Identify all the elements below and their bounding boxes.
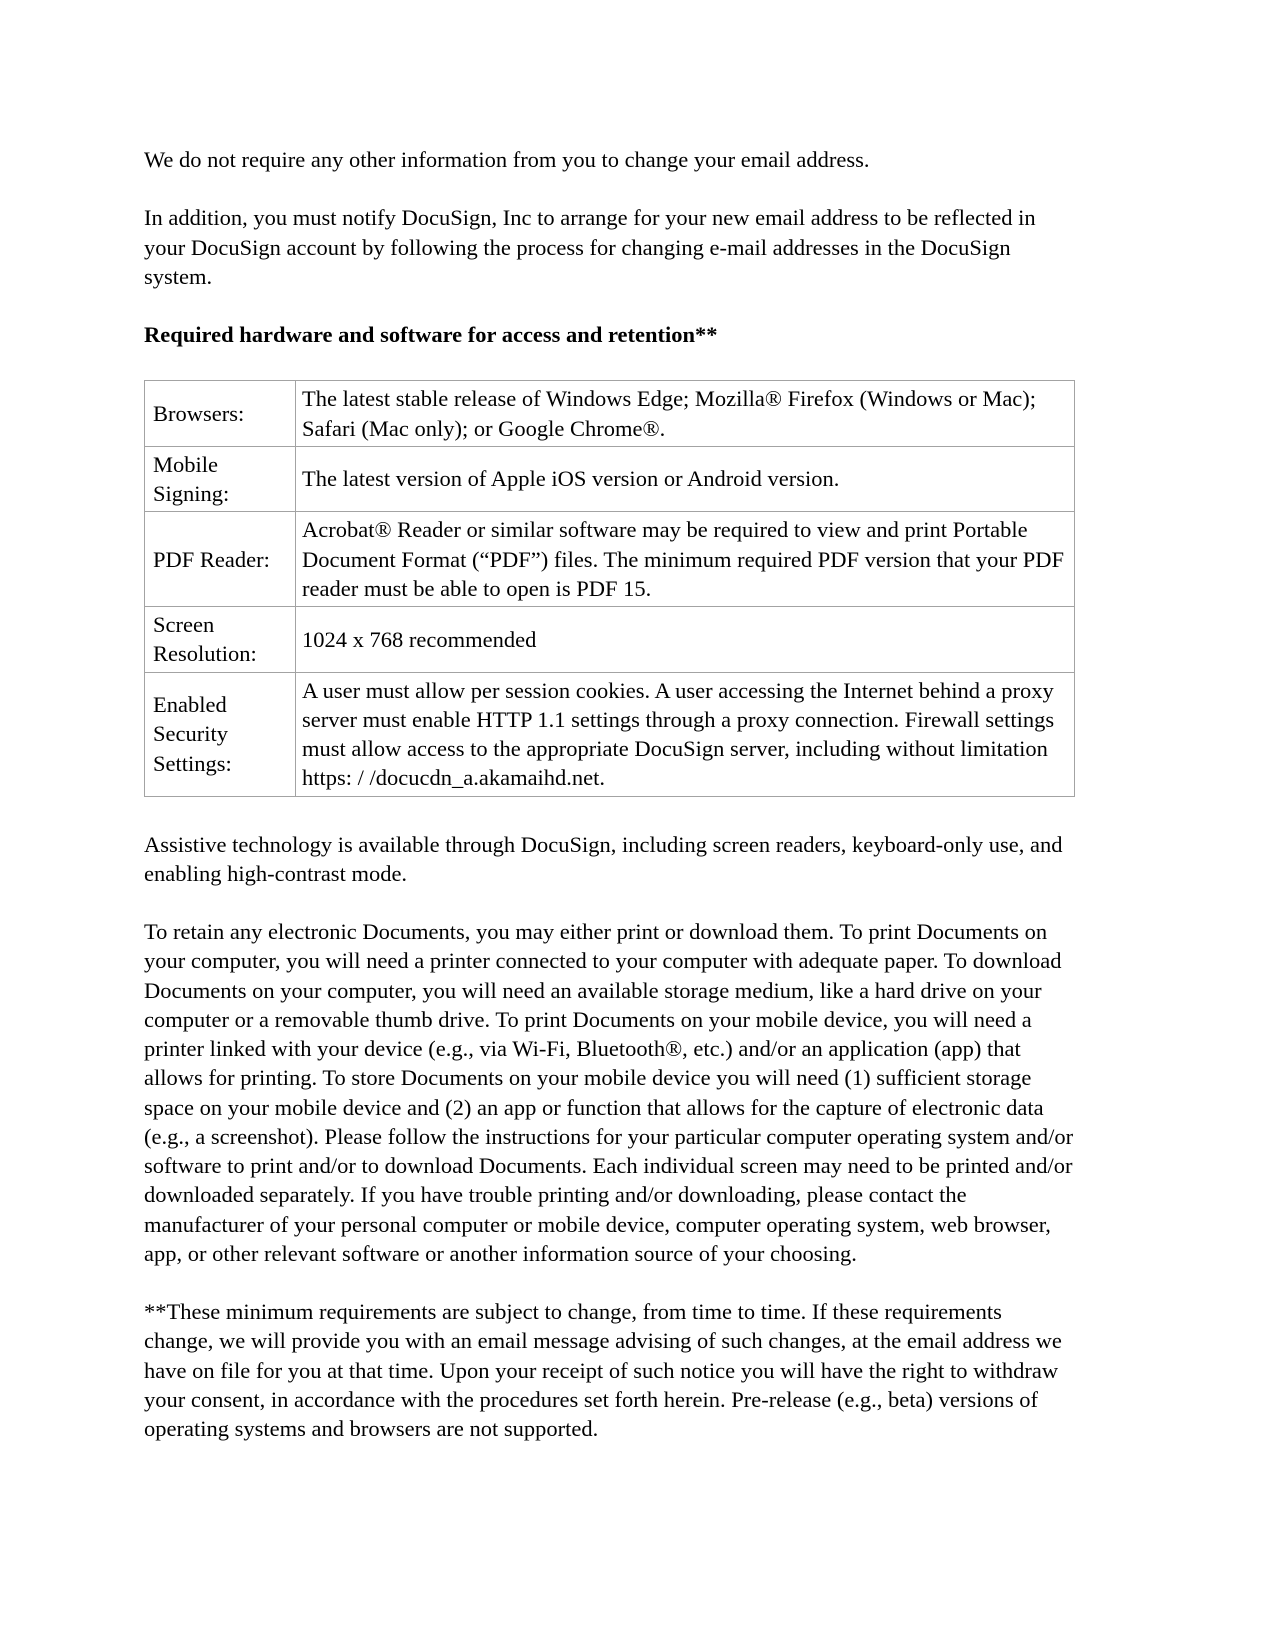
row-label-screen-resolution: Screen Resolution:	[145, 607, 296, 673]
paragraph-email-change-info: We do not require any other information from you to change your email address.	[144, 147, 870, 172]
paragraph-minimum-requirements-change: **These minimum requirements are subject to change, from time to time. If these requirements change, we will provide you with an email message advising of such changes, at the email address we have on file for you at that time. Upon your receipt of such notice you will have the right to withdraw your consent, in accordance with the procedures set forth herein. Pre-release (e.g., beta) versions of operating systems and browsers are not supported.	[144, 1299, 1062, 1441]
section-heading-required-hardware: Required hardware and software for access and retention**	[144, 322, 718, 347]
row-label-enabled-security-settings: Enabled Security Settings:	[145, 672, 296, 796]
table-row-enabled-security-settings	[145, 672, 1075, 796]
paragraph-retain-documents: To retain any electronic Documents, you may either print or download them. To print Documents on your computer, you will need a printer connected to your computer with adequate paper. To download Documents on your computer, you will need an available storage medium, like a hard drive on your computer or a removable thumb drive. To print Documents on your mobile device, you will need a printer linked with your device (e.g., via Wi-Fi, Bluetooth®, etc.) and/or an application (app) that allows for printing. To store Documents on your mobile device you will need (1) sufficient storage space on your mobile device and (2) an app or function that allows for the capture of electronic data (e.g., a screenshot). Please follow the instructions for your particular computer operating system and/or software to print and/or to download Documents. Each individual screen may need to be printed and/or downloaded separately. If you have trouble printing and/or downloading, please contact the manufacturer of your personal computer or mobile device, computer operating system, web browser, app, or other relevant software or another information source of your choosing.	[144, 919, 1074, 1266]
requirements-table	[144, 380, 1075, 796]
row-label-pdf-reader: PDF Reader:	[145, 512, 296, 607]
table-row-mobile-signing	[145, 446, 1075, 512]
row-label-browsers: Browsers:	[145, 381, 296, 447]
paragraph-docusign-notify: In addition, you must notify DocuSign, Inc to arrange for your new email address to be reflected in your DocuSign account by following the process for changing e-mail addresses in the DocuSign system.	[144, 205, 1036, 289]
row-value-screen-resolution: 1024 x 768 recommended	[296, 607, 1075, 673]
row-value-browsers: The latest stable release of Windows Edge; Mozilla® Firefox (Windows or Mac); Safari (Mac only); or Google Chrome®.	[296, 381, 1075, 447]
row-label-mobile-signing: Mobile Signing:	[145, 446, 296, 512]
row-value-enabled-security-settings: A user must allow per session cookies. A user accessing the Internet behind a proxy server must enable HTTP 1.1 settings through a proxy connection. Firewall settings must allow access to the appropriate DocuSign server, including without limitation https: / /docucdn_a.akamaihd.net.	[296, 672, 1075, 796]
table-row-browsers	[145, 381, 1075, 447]
table-row-pdf-reader	[145, 512, 1075, 607]
row-value-pdf-reader: Acrobat® Reader or similar software may be required to view and print Portable Document Format (“PDF”) files. The minimum required PDF version that your PDF reader must be able to open is PDF 15.	[296, 512, 1075, 607]
row-value-mobile-signing: The latest version of Apple iOS version or Android version.	[296, 446, 1075, 512]
paragraph-assistive-technology: Assistive technology is available through DocuSign, including screen readers, keyboard-only use, and enabling high-contrast mode.	[144, 831, 1063, 886]
table-row-screen-resolution	[145, 607, 1075, 673]
